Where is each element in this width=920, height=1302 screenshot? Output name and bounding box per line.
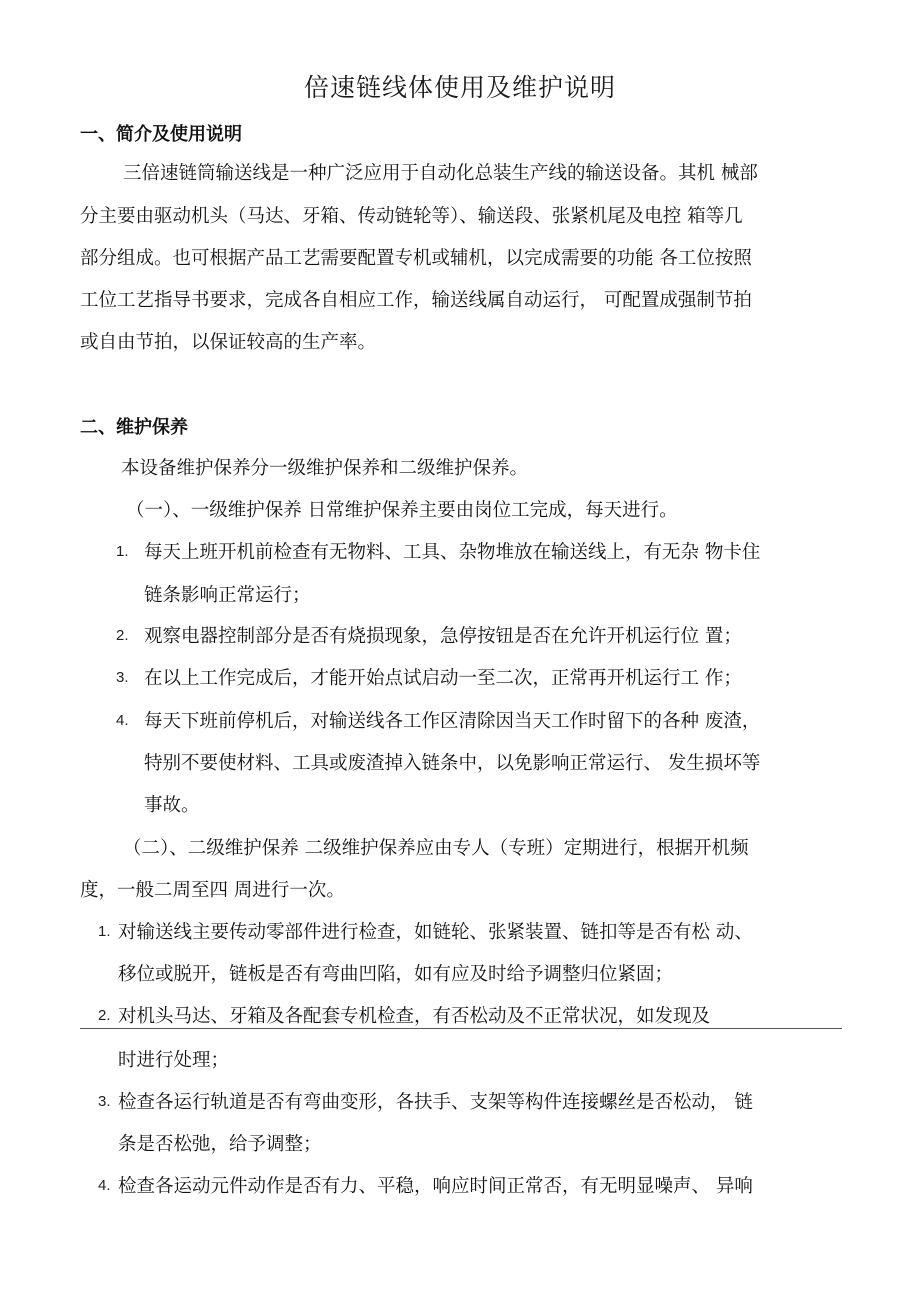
level2-heading: 度，一般二周至四 周进行一次。 bbox=[80, 880, 345, 901]
list-item-line: 对机头马达、牙箱及各配套专机检查，有否松动及不正常状况，如发现及 bbox=[118, 1006, 711, 1027]
list-item-number: 1. bbox=[116, 543, 129, 560]
list-item-number: 3. bbox=[116, 669, 129, 686]
list-item-number: 4. bbox=[98, 1177, 111, 1194]
level1-heading: （一）、一级维护保养 日常维护保养主要由岗位工完成，每天进行。 bbox=[126, 500, 678, 521]
section1-paragraph-line: 部分组成。也可根据产品工艺需要配置专机或辅机，以完成需要的功能 各工位按照 bbox=[80, 248, 752, 269]
list-item-line: 在以上工作完成后，才能开始点试启动一至二次，正常再开机运行工 作； bbox=[144, 668, 742, 689]
list-item-line: 特别不要使材料、工具或废渣掉入链条中，以免影响正常运行、 发生损坏等 bbox=[144, 753, 761, 774]
list-item-line: 每天下班前停机后，对输送线各工作区清除因当天工作时留下的各种 废渣， bbox=[144, 711, 761, 732]
section2-heading: 二、维护保养 bbox=[80, 417, 188, 438]
level2-heading: （二）、二级维护保养 二级维护保养应由专人（专班）定期进行，根据开机频 bbox=[123, 838, 749, 859]
list-item-line: 观察电器控制部分是否有烧损现象，急停按钮是否在允许开机运行位 置； bbox=[144, 626, 742, 647]
list-item-number: 2. bbox=[98, 1007, 111, 1024]
list-item-line: 条是否松弛，给予调整； bbox=[118, 1134, 322, 1155]
section1-paragraph-line: 分主要由驱动机头（马达、牙箱、传动链轮等）、输送段、张紧机尾及电控 箱等几 bbox=[80, 206, 743, 227]
divider-line bbox=[80, 1028, 842, 1029]
document-title: 倍速链线体使用及维护说明 bbox=[303, 73, 616, 102]
list-item-line: 移位或脱开，链板是否有弯曲凹陷，如有应及时给予调整归位紧固； bbox=[118, 964, 674, 985]
list-item-line: 对输送线主要传动零部件进行检查，如链轮、张紧装置、链扣等是否有松 动、 bbox=[118, 922, 753, 943]
list-item-number: 1. bbox=[98, 923, 111, 940]
list-item-line: 每天上班开机前检查有无物料、工具、杂物堆放在输送线上，有无杂 物卡住 bbox=[144, 542, 761, 563]
section1-heading: 一、简介及使用说明 bbox=[80, 124, 242, 145]
section1-paragraph-line: 工位工艺指导书要求，完成各自相应工作，输送线属自动运行， 可配置成强制节拍 bbox=[80, 290, 752, 311]
list-item-line: 检查各运动元件动作是否有力、平稳，响应时间正常否，有无明显噪声、 异响 bbox=[118, 1176, 753, 1197]
list-item-number: 4. bbox=[116, 712, 129, 729]
list-item-line: 事故。 bbox=[144, 795, 200, 816]
section1-paragraph-line: 或自由节拍，以保证较高的生产率。 bbox=[80, 332, 377, 353]
section2-intro: 本设备维护保养分一级维护保养和二级维护保养。 bbox=[121, 458, 529, 479]
list-item-number: 2. bbox=[116, 627, 129, 644]
list-item-line: 检查各运行轨道是否有弯曲变形，各扶手、支架等构件连接螺丝是否松动， 链 bbox=[118, 1092, 753, 1113]
section1-paragraph-line: 三倍速链筒输送线是一种广泛应用于自动化总装生产线的输送设备。其机 械部 bbox=[123, 163, 758, 184]
list-item-number: 3. bbox=[98, 1093, 111, 1110]
list-item-line: 链条影响正常运行； bbox=[144, 585, 311, 606]
list-item-line: 时进行处理； bbox=[118, 1050, 230, 1071]
